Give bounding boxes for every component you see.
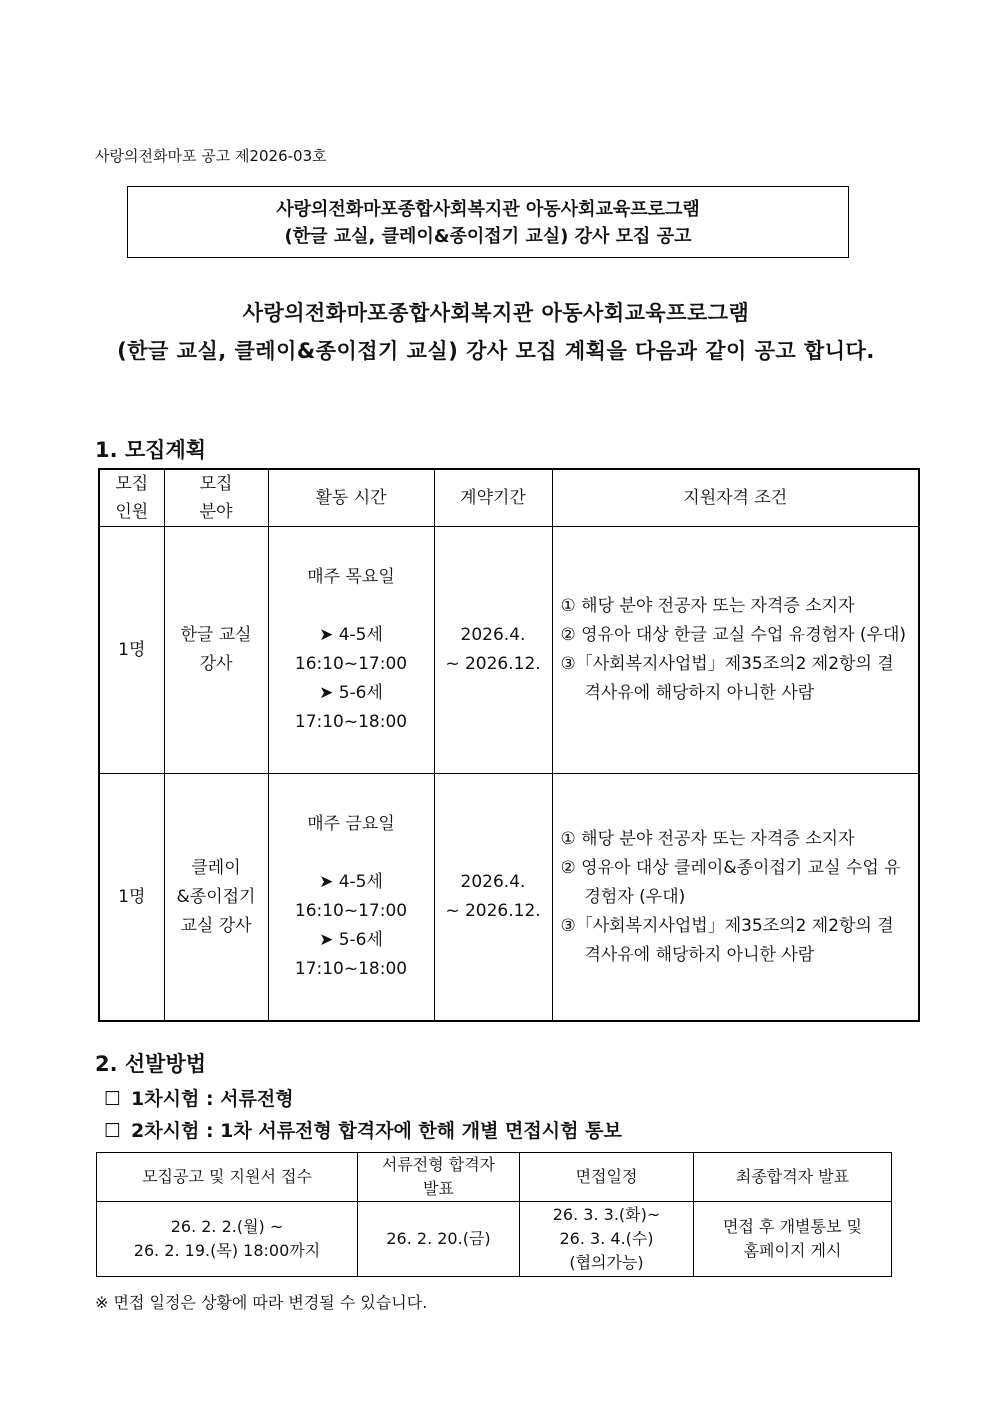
header-qualification: 지원자격 조건 <box>552 469 919 527</box>
header-field <box>164 469 268 527</box>
header-field-line-2: 분야 <box>199 502 233 522</box>
intro-line-2: (한글 교실, 클레이&종이접기 교실) 강사 모집 계획을 다음과 같이 공고 합니다. <box>117 339 875 363</box>
qualification-item: ① 해당 분야 전공자 또는 자격증 소지자 <box>560 828 855 849</box>
selection-step-1-text: 1차시험 : 서류전형 <box>131 1088 294 1110</box>
schedule-final-announcement <box>694 1202 892 1277</box>
row-period-start: 2026.4. <box>460 625 526 645</box>
row-field-line: 한글 교실 <box>180 625 252 645</box>
row-field-line: 교실 강사 <box>180 915 252 936</box>
title-line-2: (한글 교실, 클레이&종이접기 교실) 강사 모집 공고 <box>284 226 692 247</box>
schedule-header-interview: 면접일정 <box>520 1153 694 1202</box>
row-age-group: ➤ 5-6세 <box>319 930 383 950</box>
header-count <box>99 469 164 527</box>
qualification-item: ③「사회복지사업법」제35조의2 제2항의 결격사유에 해당하지 아니한 사람 <box>560 654 894 703</box>
row-field-line: 강사 <box>199 654 233 674</box>
header-count-line-1: 모집 <box>115 474 149 494</box>
schedule-table <box>96 1152 892 1277</box>
section-2-heading: 2. 선발방법 <box>95 1052 207 1076</box>
row-time <box>268 774 434 1022</box>
schedule-header-line: 발표 <box>423 1179 454 1198</box>
section-1-heading: 1. 모집계획 <box>95 438 207 462</box>
table-header-row <box>99 469 919 527</box>
row-period-end: ~ 2026.12. <box>445 901 541 921</box>
schedule-header-document-result <box>358 1153 520 1202</box>
row-time-slot: 17:10~18:00 <box>294 959 408 979</box>
selection-step-2 <box>104 1116 622 1143</box>
row-count: 1명 <box>99 527 164 774</box>
table-row <box>99 527 919 774</box>
header-period: 계약기간 <box>434 469 552 527</box>
selection-step-2-text: 2차시험 : 1차 서류전형 합격자에 한해 개별 면접시험 통보 <box>131 1120 622 1142</box>
header-time: 활동 시간 <box>268 469 434 527</box>
schedule-value-line: 면접 후 개별통보 및 <box>723 1217 862 1236</box>
checkbox-icon: ☐ <box>104 1120 122 1142</box>
checkbox-icon: ☐ <box>104 1088 122 1110</box>
intro-line-1: 사랑의전화마포종합사회복지관 아동사회교육프로그램 <box>242 301 750 325</box>
schedule-header-row <box>97 1153 892 1202</box>
row-day: 매주 금요일 <box>307 814 395 834</box>
qualification-item: ③「사회복지사업법」제35조의2 제2항의 결격사유에 해당하지 아니한 사람 <box>560 915 894 965</box>
title-box <box>127 186 849 258</box>
header-field-line-1: 모집 <box>199 474 233 494</box>
qualification-item: ② 영유아 대상 클레이&종이접기 교실 수업 유경험자 (우대) <box>560 857 901 907</box>
row-time <box>268 527 434 774</box>
row-field-line: 클레이 <box>191 857 241 878</box>
schedule-header-final: 최종합격자 발표 <box>694 1153 892 1202</box>
title-line-1: 사랑의전화마포종합사회복지관 아동사회교육프로그램 <box>276 199 700 220</box>
row-qualification <box>552 774 919 1022</box>
qualification-item: ② 영유아 대상 한글 교실 수업 유경험자 (우대) <box>560 625 907 645</box>
schedule-value-line: 홈페이지 게시 <box>743 1241 842 1260</box>
schedule-note: ※ 면접 일정은 상황에 따라 변경될 수 있습니다. <box>95 1293 428 1312</box>
row-count: 1명 <box>99 774 164 1022</box>
schedule-value-line: 26. 2. 2.(월) ~ <box>170 1217 284 1236</box>
selection-step-1 <box>104 1084 294 1111</box>
row-period <box>434 774 552 1022</box>
row-field <box>164 774 268 1022</box>
schedule-value-row <box>97 1202 892 1277</box>
schedule-value-line: (협의가능) <box>569 1253 644 1272</box>
schedule-value-line: 26. 3. 3.(화)~ <box>552 1205 661 1224</box>
row-time-slot: 16:10~17:00 <box>294 654 408 674</box>
table-row <box>99 774 919 1022</box>
row-time-slot: 16:10~17:00 <box>294 901 408 921</box>
schedule-header-application: 모집공고 및 지원서 접수 <box>97 1153 358 1202</box>
schedule-application-dates <box>97 1202 358 1277</box>
schedule-header-line: 서류전형 합격자 <box>381 1155 496 1174</box>
row-field <box>164 527 268 774</box>
row-age-group: ➤ 5-6세 <box>319 683 383 703</box>
row-period-end: ~ 2026.12. <box>445 654 541 674</box>
row-qualification <box>552 527 919 774</box>
notice-number: 사랑의전화마포 공고 제2026-03호 <box>95 147 327 165</box>
row-field-line: &종이접기 <box>176 886 256 907</box>
schedule-value-line: 26. 3. 4.(수) <box>559 1229 654 1248</box>
row-age-group: ➤ 4-5세 <box>319 625 383 645</box>
qualification-item: ① 해당 분야 전공자 또는 자격증 소지자 <box>560 596 855 616</box>
row-period-start: 2026.4. <box>460 872 526 892</box>
row-time-slot: 17:10~18:00 <box>294 712 408 732</box>
intro-text <box>60 294 932 370</box>
header-count-line-2: 인원 <box>115 502 149 522</box>
row-day: 매주 목요일 <box>307 567 395 587</box>
schedule-document-result-date: 26. 2. 20.(금) <box>358 1202 520 1277</box>
row-age-group: ➤ 4-5세 <box>319 872 383 892</box>
schedule-value-line: 26. 2. 19.(목) 18:00까지 <box>133 1241 321 1260</box>
schedule-interview-dates <box>520 1202 694 1277</box>
recruitment-plan-table <box>98 468 920 1022</box>
row-period <box>434 527 552 774</box>
